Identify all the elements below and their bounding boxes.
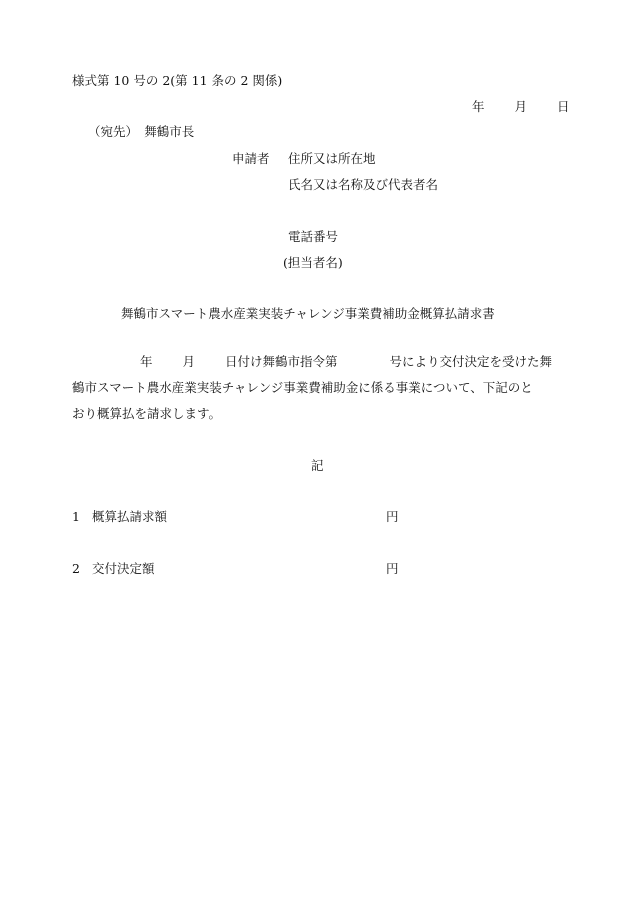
form-number: 様式第 10 号の 2(第 11 条の 2 関係) — [72, 73, 283, 88]
document-title: 舞鶴市スマート農水産業実装チャレンジ事業費補助金概算払請求書 — [121, 306, 495, 321]
body-line-2: 鶴市スマート農水産業実装チャレンジ事業費補助金に係る事業について、下記のと — [72, 380, 533, 395]
item-unit: 円 — [386, 561, 399, 576]
item-number: 2 — [72, 561, 80, 576]
item-label: 概算払請求額 — [92, 509, 168, 524]
phone-label: 電話番号 — [288, 229, 339, 244]
body-month-label: 月 — [182, 354, 196, 369]
body-text-part2: 号により交付決定を受けた舞 — [389, 354, 553, 369]
ki-heading: 記 — [311, 458, 324, 473]
body-year-label: 年 — [140, 354, 153, 369]
list-item — [72, 561, 155, 577]
list-item — [72, 509, 167, 525]
date-month-label: 月 — [514, 99, 528, 114]
date-line — [472, 99, 570, 115]
contact-person-label: (担当者名) — [283, 255, 343, 270]
item-number: 1 — [72, 509, 80, 524]
applicant-address-label: 住所又は所在地 — [288, 151, 376, 166]
body-text-part1: 日付け舞鶴市指令第 — [225, 354, 338, 369]
body-line-3: おり概算払を請求します。 — [72, 406, 222, 421]
item-unit: 円 — [386, 509, 399, 524]
item-label: 交付決定額 — [92, 561, 155, 576]
body-line-1 — [72, 349, 564, 375]
date-day-label: 日 — [557, 99, 570, 114]
date-year-label: 年 — [472, 99, 485, 114]
addressee: （宛先） 舞鶴市長 — [88, 124, 195, 139]
applicant-label: 申請者 — [232, 151, 270, 166]
applicant-name-label: 氏名又は名称及び代表者名 — [288, 177, 439, 192]
